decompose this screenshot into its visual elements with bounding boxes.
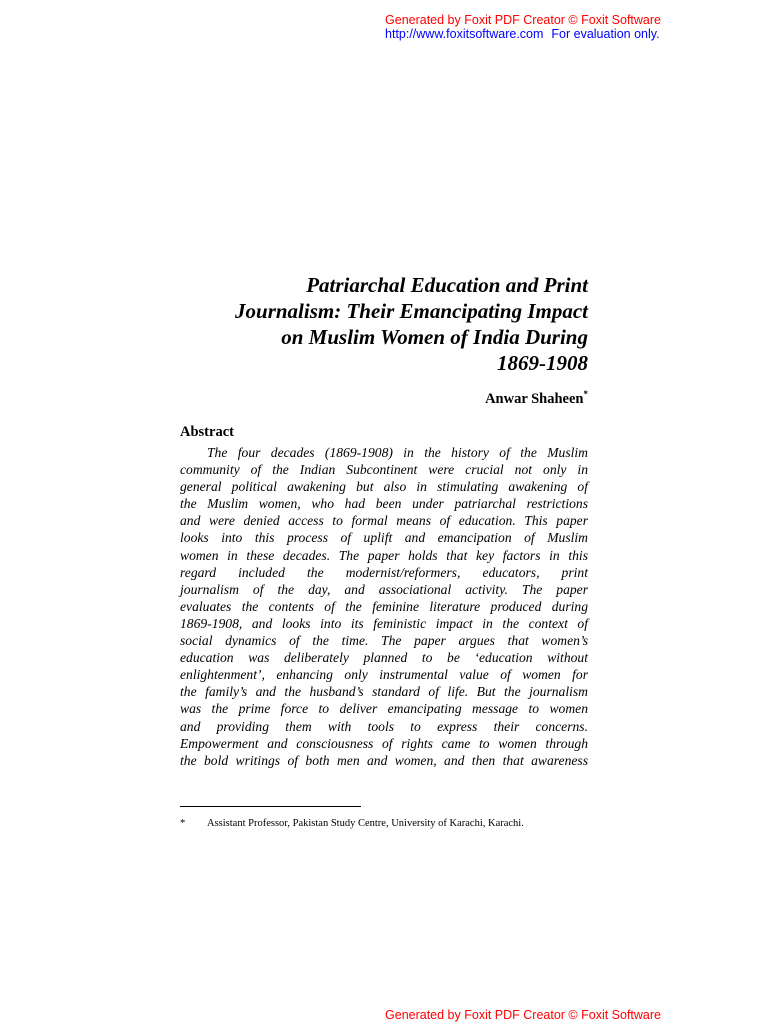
abstract-line: social dynamics of the time. The paper argues that women’s	[180, 633, 588, 649]
abstract-line: was the prime force to deliver emancipating message to women	[180, 701, 588, 717]
abstract-line: women in these decades. The paper holds that key factors in this	[180, 547, 588, 563]
foxit-link[interactable]: http://www.foxitsoftware.com	[385, 27, 544, 41]
watermark-bottom	[385, 1008, 661, 1022]
abstract-line: the Muslim women, who had been under patriarchal restrictions	[180, 496, 588, 512]
footnote	[180, 818, 524, 829]
title-line: Journalism: Their Emancipating Impact	[235, 299, 588, 323]
author-footnote-marker: *	[583, 389, 588, 399]
footnote-text: Assistant Professor, Pakistan Study Centre, University of Karachi, Karachi.	[207, 818, 524, 829]
watermark-top	[385, 13, 661, 41]
article-title	[180, 272, 588, 376]
title-line: Patriarchal Education and Print	[306, 273, 588, 297]
abstract-line: the bold writings of both men and women, and then that awareness	[180, 752, 588, 768]
abstract-line: the family’s and the husband’s standard of life. But the journalism	[180, 684, 588, 700]
abstract-line: Empowerment and consciousness of rights came to women through	[180, 735, 588, 751]
abstract-line: looks into this process of uplift and emancipation of Muslim	[180, 530, 588, 546]
title-line: on Muslim Women of India During	[281, 325, 588, 349]
evaluation-notice: For evaluation only.	[551, 27, 660, 41]
author-byline	[485, 391, 588, 408]
abstract-line: evaluates the contents of the feminine literature produced during	[180, 598, 588, 614]
abstract-line: and providing them with tools to express their concerns.	[180, 718, 588, 734]
abstract-body	[180, 444, 588, 769]
watermark-generated-text: Generated by Foxit PDF Creator © Foxit Software	[385, 13, 661, 27]
abstract-line: general political awakening but also in stimulating awakening of	[180, 479, 588, 495]
footnote-marker: *	[180, 818, 186, 829]
abstract-line: enlightenment’, enhancing only instrumental value of women for	[180, 667, 588, 683]
author-name: Anwar Shaheen	[485, 391, 584, 407]
abstract-line: education was deliberately planned to be ‘education without	[180, 650, 588, 666]
abstract-line: and were denied access to formal means of education. This paper	[180, 513, 588, 529]
footnote-divider	[180, 806, 361, 807]
title-line: 1869-1908	[497, 351, 588, 375]
abstract-line: 1869-1908, and looks into its feministic impact in the context of	[180, 615, 588, 631]
watermark-generated-text: Generated by Foxit PDF Creator © Foxit Software	[385, 1008, 661, 1022]
abstract-heading: Abstract	[180, 424, 234, 440]
abstract-line: community of the Indian Subcontinent were crucial not only in	[180, 462, 588, 478]
abstract-line: journalism of the day, and associational activity. The paper	[180, 581, 588, 597]
abstract-line: The four decades (1869-1908) in the history of the Muslim	[207, 445, 588, 460]
abstract-line: regard included the modernist/reformers, educators, print	[180, 564, 588, 580]
